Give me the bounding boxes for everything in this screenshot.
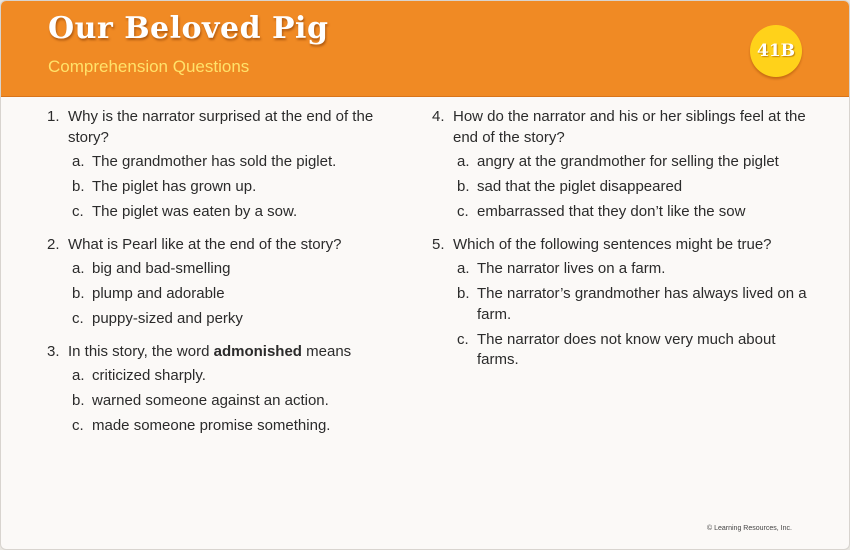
answer-option-c bbox=[432, 330, 812, 371]
option-text: The narrator’s grandmother has always lived on a farm. bbox=[477, 285, 807, 323]
answer-option-c bbox=[432, 202, 812, 223]
option-letter: b. bbox=[457, 178, 470, 195]
option-letter: a. bbox=[72, 153, 85, 170]
answer-option-a bbox=[432, 259, 812, 280]
question-number: 2. bbox=[47, 235, 60, 253]
option-letter: c. bbox=[72, 203, 84, 220]
question-prompt: Which of the following sentences might be true? bbox=[453, 235, 772, 253]
answer-options bbox=[432, 259, 812, 371]
question-4 bbox=[432, 107, 812, 223]
option-letter: a. bbox=[72, 260, 85, 277]
vocabulary-word: admonished bbox=[213, 342, 302, 360]
option-letter: c. bbox=[457, 330, 469, 348]
answer-option-c bbox=[47, 416, 417, 437]
card-subtitle: Comprehension Questions bbox=[48, 57, 250, 76]
card-header bbox=[1, 1, 850, 97]
option-letter: a. bbox=[457, 153, 470, 170]
question-prompt-end: means bbox=[301, 342, 352, 360]
question-4-text bbox=[432, 107, 812, 148]
option-text: The piglet was eaten by a sow. bbox=[92, 203, 298, 220]
option-text: made someone promise something. bbox=[92, 417, 331, 434]
question-5 bbox=[432, 235, 812, 371]
option-letter: c. bbox=[72, 417, 84, 434]
question-number: 5. bbox=[432, 235, 445, 253]
option-text: sad that the piglet disappeared bbox=[477, 178, 683, 195]
question-number: 3. bbox=[47, 342, 60, 360]
question-prompt-start: In this story, the word bbox=[68, 342, 214, 360]
answer-option-a bbox=[47, 152, 417, 173]
option-text: puppy-sized and perky bbox=[92, 310, 243, 327]
answer-options bbox=[432, 152, 812, 223]
question-number: 1. bbox=[47, 108, 60, 125]
answer-option-b bbox=[47, 177, 417, 198]
option-text: The piglet has grown up. bbox=[92, 178, 257, 195]
option-text: angry at the grandmother for selling the piglet bbox=[477, 153, 779, 170]
answer-options bbox=[47, 366, 417, 437]
option-text: criticized sharply. bbox=[92, 367, 206, 384]
option-letter: b. bbox=[72, 392, 85, 409]
question-1 bbox=[47, 107, 417, 223]
option-letter: b. bbox=[72, 285, 85, 302]
card-number-badge bbox=[750, 25, 802, 77]
answer-options bbox=[47, 152, 417, 223]
answer-option-b bbox=[432, 284, 812, 325]
question-2 bbox=[47, 235, 417, 330]
answer-option-a bbox=[432, 152, 812, 173]
answer-option-c bbox=[47, 202, 417, 223]
question-1-text bbox=[47, 107, 417, 148]
answer-option-c bbox=[47, 309, 417, 330]
option-text: The grandmother has sold the piglet. bbox=[92, 153, 337, 170]
option-letter: b. bbox=[72, 178, 85, 195]
option-letter: c. bbox=[72, 310, 84, 327]
question-5-text bbox=[432, 235, 812, 256]
option-letter: a. bbox=[457, 260, 470, 277]
question-3 bbox=[47, 342, 417, 437]
option-letter: b. bbox=[457, 285, 470, 302]
question-3-text bbox=[47, 342, 417, 363]
answer-option-a bbox=[47, 366, 417, 387]
answer-option-b bbox=[432, 177, 812, 198]
answer-options bbox=[47, 259, 417, 330]
option-letter: a. bbox=[72, 367, 85, 384]
option-text: big and bad-smelling bbox=[92, 260, 231, 277]
option-text: embarrassed that they don’t like the sow bbox=[477, 203, 746, 220]
option-text: warned someone against an action. bbox=[92, 392, 329, 409]
question-number: 4. bbox=[432, 108, 445, 125]
question-prompt: What is Pearl like at the end of the story? bbox=[68, 235, 342, 253]
answer-option-a bbox=[47, 259, 417, 280]
question-prompt: How do the narrator and his or her siblings feel at the end of the story? bbox=[453, 108, 806, 146]
question-2-text bbox=[47, 235, 417, 256]
option-letter: c. bbox=[457, 203, 469, 220]
card-number-label: 41B bbox=[756, 41, 796, 61]
left-column bbox=[47, 107, 417, 449]
option-text: The narrator does not know very much about farms. bbox=[477, 330, 776, 368]
answer-option-b bbox=[47, 284, 417, 305]
answer-option-b bbox=[47, 391, 417, 412]
question-prompt: Why is the narrator surprised at the end of the story? bbox=[68, 108, 374, 146]
copyright-notice: © Learning Resources, Inc. bbox=[707, 525, 792, 532]
card-title: Our Beloved Pig bbox=[48, 11, 329, 46]
option-text: plump and adorable bbox=[92, 285, 225, 302]
right-column bbox=[432, 107, 812, 383]
option-text: The narrator lives on a farm. bbox=[477, 260, 666, 277]
